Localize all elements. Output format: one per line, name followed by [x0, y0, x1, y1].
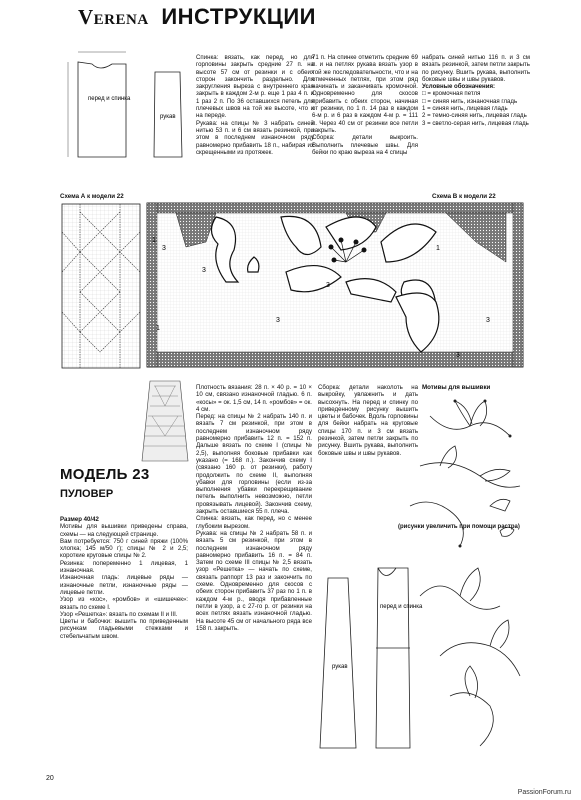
page-header: [78, 4, 316, 30]
page-number: 20: [46, 775, 54, 782]
lattice-line: Узор «Решетка»: вязать по схемам II и III.: [60, 610, 178, 618]
chart-number-7: 3: [486, 317, 490, 324]
chart-number-8: 3: [276, 317, 280, 324]
bottom-sleeve-label: рукав: [332, 664, 348, 670]
size-line: Размер 40/42: [60, 516, 99, 523]
text-column-top-2: [312, 54, 418, 174]
front-line: Перед: на спицы № 2 набрать 140 п. и вязать 7 см резинкой, при этом в последнем изнаночном ряду равномерно прибавить 12 п. = 152 п. Дальше вязать по схеме I (спицы № 2,5), выполняя боковые прибавки как указано (= 168 п.). Закончив схему I (связано 160 р. от резинки), работу продолжить по схеме II, выполняя убавки для горловины (если из-за выполнения убавки перекрещивание петель выполнить невозможно, петли провязывать лицевой). Закончив схему, закрыть оставшиеся 55 п. плеча.: [196, 413, 312, 516]
embroidery-line: Цветы и бабочки: вышить по приведенным рисункам гладьевыми стежками и стебельчатым швом.: [60, 618, 188, 640]
text-column-top-1: [196, 54, 314, 172]
sweater-illustration: [140, 376, 190, 466]
scheme-a-label: Схема А к модели 22: [60, 193, 124, 200]
brand-rest: ERENA: [93, 12, 149, 28]
cable-line: Узор из «кос», «ромбов» и «шишечек»: вязать по схеме I.: [60, 596, 188, 611]
scheme-a-chart: [60, 202, 142, 370]
chart-number-3: 3: [202, 267, 206, 274]
purl-line: Изнаночная гладь: лицевые ряды — изнаночные петли, изнаночные ряды — лицевые петли.: [60, 574, 188, 596]
site-watermark: PassionForum.ru: [517, 789, 571, 796]
page-title: ИНСТРУКЦИИ: [161, 4, 316, 29]
materials-line: Вам потребуется: 750 г синей пряжи (100% хлопка; 145 м/50 г); спицы № 2 и 2,5; короткие круговые спицы № 2.: [60, 537, 188, 560]
chart-number-5: 3: [326, 282, 330, 289]
assembly-line: Сборка: детали наколоть на выкройку, увлажнить и дать высохнуть. На перед и спинку по приведенному рисунку вышить цветы и бабочек. Вдоль горловины для бейки набрать на круговые спицы 170 п. и 3 см вязать резинкой, затем петли закрыть по рисунку. Вшить рукава, выполнить боковые швы и швы рукавов.: [318, 384, 418, 457]
paragraph-assembly: Сборка: детали выкроить. Выполнить плечевые швы. Для бейки по краю выреза на 4 спицы: [312, 134, 418, 156]
paragraph-sleeves: Рукава: на спицы № 3 набрать синей нитью 53 п. и 6 см вязать резинкой, при этом в последнем изнаночном ряду равномерно прибавить 18 п., набирая их скрещенными из протяжек.: [196, 119, 314, 156]
back-line: Спинка: вязать, как перед, но с менее глубоким вырезом.: [196, 515, 312, 530]
text-column-bottom-2: [196, 384, 312, 756]
brand-initial: V: [78, 5, 94, 29]
legend-item-4: 2 = темно-синяя нить, лицевая гладь: [422, 112, 527, 120]
model-title: МОДЕЛЬ 23: [60, 466, 150, 483]
legend-item-1: □ = кромочная петля: [422, 90, 481, 98]
sleeve-label: рукав: [160, 114, 176, 120]
rib-line: Резинка: попеременно 1 лицевая, 1 изнаночная.: [60, 559, 188, 575]
chart-number-4: 1: [156, 325, 160, 332]
paragraph-collar: набрать синей нитью 116 п. и 3 см вязать резинкой, затем петли закрыть по рисунку. Вшить рукава, выполнить боковые швы и швы рукавов.: [422, 54, 530, 83]
embroidery-motifs: [400, 396, 530, 766]
chart-number-2: 3: [162, 245, 166, 252]
motif-title: Мотивы для вышивки: [422, 384, 491, 391]
legend-title: Условные обозначения:: [422, 83, 496, 91]
motif-note: (рисунки увеличить при помощи растра): [398, 524, 520, 530]
scheme-b-label: Схема В к модели 22: [432, 193, 496, 200]
front-back-label: перед и спинка: [88, 96, 131, 102]
chart-number-6: 1: [436, 245, 440, 252]
gauge-line: Плотность вязания: 28 п. × 40 р. = 10 × 10 см, связано изнаночной гладью. 6 п. «косы» = ок. 1,5 см, 14 п. «ромбов» = ок. 4 см.: [196, 384, 312, 413]
text-column-bottom-1: [60, 516, 188, 756]
legend-item-3: 1 = синяя нить, лицевая гладь: [422, 105, 508, 113]
paragraph-continue: 71 п. На спинке отметить средние 69 п. и на петлях рукава вязать узор в той же последовательности, что и на отмеченных петлях, при этом ряд начинать и заканчивать кромочной. Одновременно для скосов прибавить с обеих сторон, начиная от резинки, по 1 п. 14 раз в каждом 6-м р. и 6 раз в каждом 4-м р. = 111 п. Через 40 см от резинки все петли закрыть.: [312, 54, 418, 134]
chart-number-9: 3: [456, 352, 460, 359]
legend-item-5: 3 = светло-серая нить, лицевая гладь: [422, 119, 529, 127]
scheme-b-chart: [146, 202, 524, 368]
motifs-line: Мотивы для вышивки приведены справа, схемы — на следующей странице.: [60, 523, 188, 538]
text-column-top-3: [422, 54, 530, 174]
model-subtitle: ПУЛОВЕР: [60, 488, 114, 500]
chart-number-1: 1: [152, 237, 156, 244]
top-pattern-diagram: [60, 42, 190, 172]
paragraph-back: Спинка: вязать, как перед, но для горловины закрыть средние 27 п. на высоте 57 см от резинки и с обеих сторон закончить раздельно. Для закругления выреза с внутреннего края закрыть в каждом 2-м р. еще 1 раз 4 п. и 1 раз 2 п. По 36 оставшихся петель для плечевых швов на той же высоте, что и на переде.: [196, 54, 314, 120]
bottom-pattern-diagram: [318, 548, 423, 758]
legend-item-2: □ = синяя нить, изнаночная гладь: [422, 97, 518, 105]
sleeves-line: Рукава: на спицы № 2 набрать 58 п. и вязать 5 см резинкой, при этом в последнем изнаночном ряду равномерно прибавить 16 п. = 84 п. Затем по схеме III спицы № 2,5 вязать узор «Решетка» — начать по схеме, связать раппорт 13 раз и закончить по схеме. Одновременно для скосов с обеих сторон прибавить 37 раз по 1 п. в каждом 4-м р., вводя прибавленные петли в узор, а с 27-го р. от резинки на всех петлях вязать изнаночной гладью. На высоте 45 см от начального ряда все 158 п. закрыть.: [196, 529, 312, 632]
bottom-front-label: перед и спинка: [380, 604, 423, 610]
